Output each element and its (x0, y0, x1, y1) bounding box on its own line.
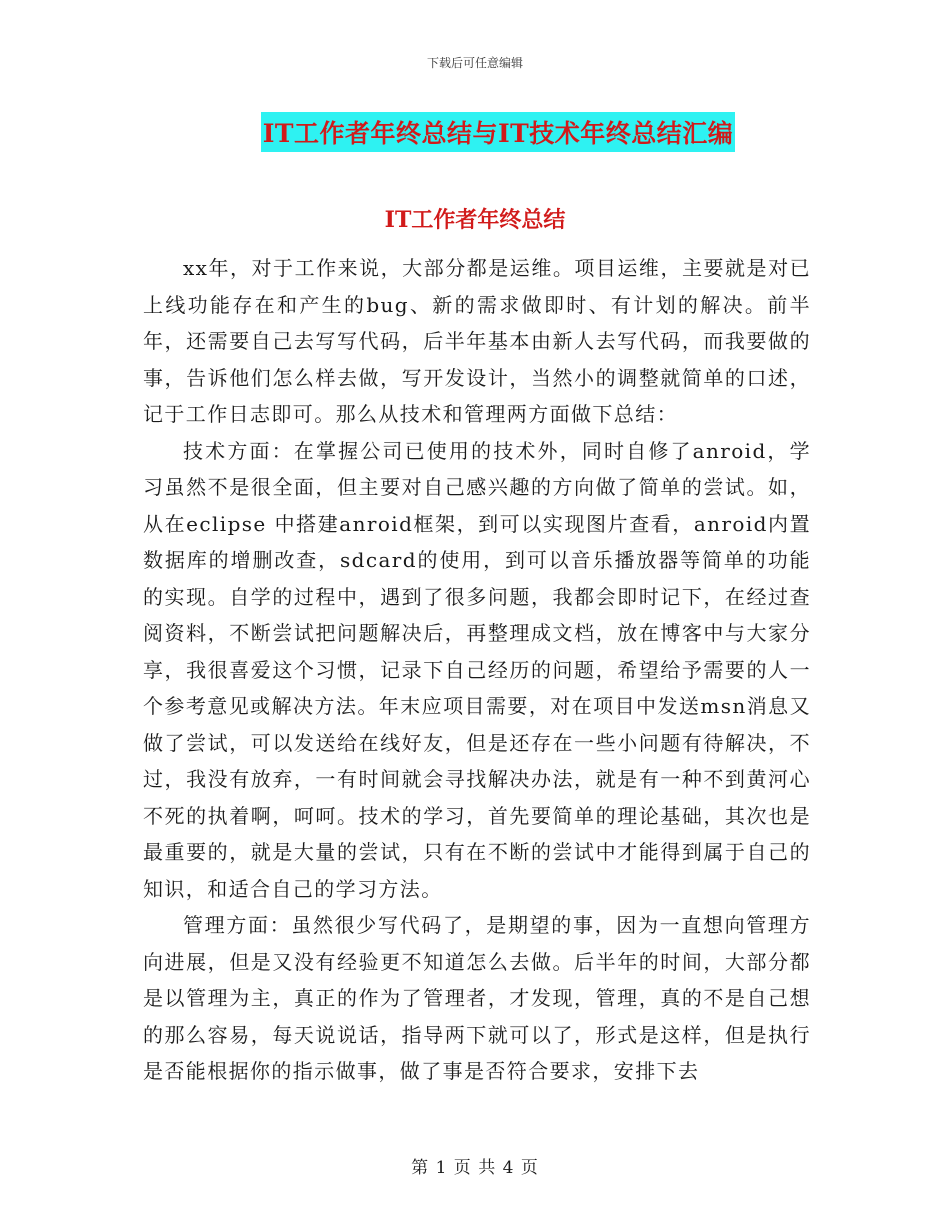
paragraph-management: 管理方面：虽然很少写代码了，是期望的事，因为一直想向管理方向进展，但是又没有经验更不知道怎么去做。后半年的时间，大部分都是以管理为主，真正的作为了管理者，才发现，管理，真的不是自己想的那么容易，每天说说话，指导两下就可以了，形式是这样，但是执行是否能根据你的指示做事，做了事是否符合要求，安排下去 (143, 913, 811, 1083)
main-title: IT工作者年终总结与IT技术年终总结汇编 (261, 112, 736, 152)
page-footer: 第 1 页 共 4 页 (411, 1158, 539, 1178)
main-title-wrapper (0, 112, 950, 152)
paragraph-technology: 技术方面：在掌握公司已使用的技术外，同时自修了anroid，学习虽然不是很全面，但主要对自己感兴趣的方向做了简单的尝试。如，从在eclipse 中搭建anroid框架，到可以实现图片查看，anroid内置数据库的增删改查，sdcard的使用，到可以音乐播放器等简单的功能的实现。自学的过程中，遇到了很多问题，我都会即时记下，在经过查阅资料，不断尝试把问题解决后，再整理成文档，放在博客中与大家分享，我很喜爱这个习惯，记录下自己经历的问题，希望给予需要的人一个参考意见或解决方法。年末应项目需要，对在项目中发送msn消息又做了尝试，可以发送给在线好友，但是还存在一些小问题有待解决，不过，我没有放弃，一有时间就会寻找解决办法，就是有一种不到黄河心不死的执着啊，呵呵。技术的学习，首先要简单的理论基础，其次也是最重要的，就是大量的尝试，只有在不断的尝试中才能得到属于自己的知识，和适合自己的学习方法。 (143, 438, 811, 901)
paragraph-intro: xx年，对于工作来说，大部分都是运维。项目运维，主要就是对已上线功能存在和产生的bug、新的需求做即时、有计划的解决。前半年，还需要自己去写写代码，后半年基本由新人去写代码，而我要做的事，告诉他们怎么样去做，写开发设计，当然小的调整就简单的口述，记于工作日志即可。那么从技术和管理两方面做下总结： (143, 256, 811, 426)
section-title: IT工作者年终总结 (384, 207, 566, 233)
header-note: 下载后可任意编辑 (426, 56, 523, 70)
body-text (143, 250, 811, 1090)
